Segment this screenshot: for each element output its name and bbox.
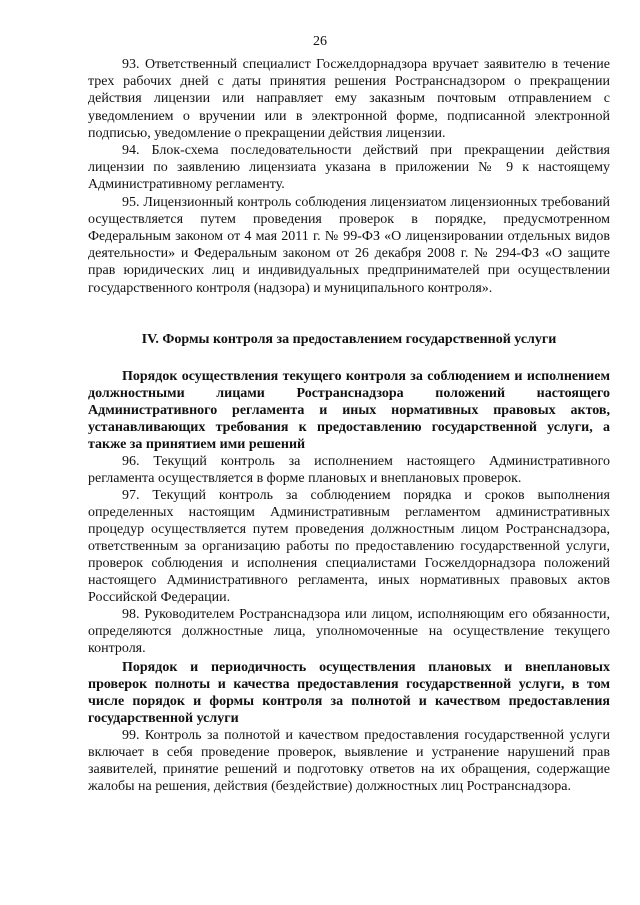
subheading-inspections: Порядок и периодичность осуществления плановых и внеплановых проверок полноты и качества предоставления государственной услуги, в том числе порядок и формы контроля за полнотой и качеством предоставления государственной услуги (88, 659, 610, 726)
section-title: IV. Формы контроля за предоставлением государственной услуги (141, 331, 557, 347)
paragraph-94: 94. Блок-схема последовательности действий при прекращении действия лицензии по заявлению лицензиата указана в приложении № 9 к настоящему Административному регламенту. (88, 143, 610, 193)
paragraph-98: 98. Руководителем Ространснадзора или лицом, исполняющим его обязанности, определяются должностные лица, уполномоченные на осуществление текущего контроля. (88, 606, 610, 656)
paragraph-97: 97. Текущий контроль за соблюдением порядка и сроков выполнения определенных настоящим Административным регламентом административных процедур осуществляется путем проведения должностным лицом Ространснадзора, ответственным за организацию работы по предоставлению государственной услуги, проверок соблюдения и исполнения специалистами Госжелдорнадзора положений настоящего Административного регламента, иных нормативных правовых актов Российской Федерации. (88, 487, 610, 605)
paragraph-99: 99. Контроль за полнотой и качеством предоставления государственной услуги включает в себя проведение проверок, выявление и устранение нарушений прав заявителей, принятие решений и подготовку ответов на их обращения, содержащие жалобы на решения, действия (бездействие) должностных лиц Ространснадзора. (88, 727, 610, 794)
paragraph-93: 93. Ответственный специалист Госжелдорнадзора вручает заявителю в течение трех рабочих дней с даты принятия решения Ространснадзором о прекращении действия лицензии или направляет ему заказным почтовым отправлением с уведомлением о вручении или в электронной форме, подписанной электронной подписью, уведомление о прекращении действия лицензии. (88, 57, 610, 141)
paragraph-96: 96. Текущий контроль за исполнением настоящего Административного регламента осуществляется в форме плановых и внеплановых проверок. (88, 453, 610, 486)
subheading-current-control: Порядок осуществления текущего контроля за соблюдением и исполнением должностными лицами Ространснадзора положений настоящего Административного регламента и иных нормативных правовых актов, устанавливающих требования к предоставлению государственной услуги, а также за принятием ими решений (88, 368, 610, 452)
paragraph-95: 95. Лицензионный контроль соблюдения лицензиатом лицензионных требований осуществляется путем проведения проверок в порядке, предусмотренном Федеральным законом от 4 мая 2011 г. № 99-ФЗ «О лицензировании отдельных видов деятельности» и Федеральным законом от 26 декабря 2008 г. № 294-ФЗ «О защите прав юридических лиц и индивидуальных предпринимателей при осуществлении государственного контроля (надзора) и муниципального контроля». (88, 194, 610, 296)
document-body (88, 56, 610, 795)
page-number: 26 (313, 34, 327, 49)
